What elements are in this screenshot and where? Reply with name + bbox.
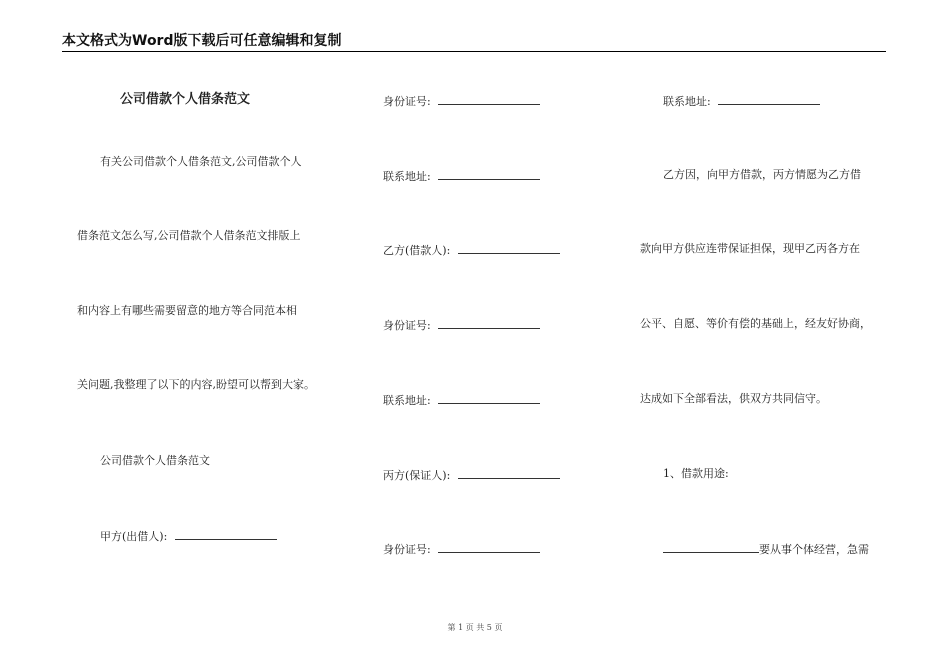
header-text: 本文格式为Word版下载后可任意编辑和复制: [62, 33, 342, 49]
id-field-2: [383, 317, 540, 333]
party-b-blank: [458, 242, 560, 254]
purpose-text: 要从事个体经营，急需: [759, 543, 869, 556]
id-field-1: [383, 93, 540, 109]
id-label-3: 身份证号:: [383, 543, 431, 556]
intro-line-3: 和内容上有哪些需要留意的地方等合同范本相: [77, 304, 297, 317]
address-label-3: 联系地址:: [663, 95, 711, 108]
address-label-1: 联系地址:: [383, 170, 431, 183]
id-blank-3: [438, 541, 540, 553]
document-title: 公司借款个人借条范文: [120, 92, 251, 107]
address-field-1: [383, 168, 540, 184]
item-1-text: [663, 541, 869, 557]
address-blank-1: [438, 168, 540, 180]
clause-line-4: 达成如下全部看法，供双方共同信守。: [640, 392, 827, 405]
item-1-heading: 1、借款用途:: [663, 467, 729, 480]
document-header: [62, 32, 886, 52]
party-b-field: [383, 242, 560, 258]
address-field-2: [383, 392, 540, 408]
party-a-label: 甲方(出借人):: [100, 530, 168, 543]
purpose-blank: [663, 541, 759, 553]
id-label-1: 身份证号:: [383, 95, 431, 108]
address-blank-3: [718, 93, 820, 105]
address-label-2: 联系地址:: [383, 394, 431, 407]
clause-line-1: 乙方因，向甲方借款，丙方情愿为乙方借: [663, 168, 861, 181]
intro-line-4: 关问题,我整理了以下的内容,盼望可以帮到大家。: [77, 378, 315, 391]
address-blank-2: [438, 392, 540, 404]
page-number: 第 1 页 共 5 页: [447, 623, 503, 632]
subtitle: 公司借款个人借条范文: [100, 454, 210, 467]
intro-line-2: 借条范文怎么写,公司借款个人借条范文排版上: [77, 229, 301, 242]
party-b-label: 乙方(借款人):: [383, 244, 451, 257]
party-a-blank: [175, 528, 277, 540]
party-c-field: [383, 467, 560, 483]
party-c-label: 丙方(保证人):: [383, 469, 451, 482]
id-blank-1: [438, 93, 540, 105]
party-a-field: [100, 528, 277, 544]
id-blank-2: [438, 317, 540, 329]
clause-line-3: 公平、自愿、等价有偿的基础上，经友好协商，: [640, 317, 871, 330]
party-c-blank: [458, 467, 560, 479]
id-field-3: [383, 541, 540, 557]
id-label-2: 身份证号:: [383, 319, 431, 332]
address-field-3: [663, 93, 820, 109]
clause-line-2: 款向甲方供应连带保证担保，现甲乙丙各方在: [640, 242, 860, 255]
intro-line-1: 有关公司借款个人借条范文,公司借款个人: [100, 155, 302, 168]
